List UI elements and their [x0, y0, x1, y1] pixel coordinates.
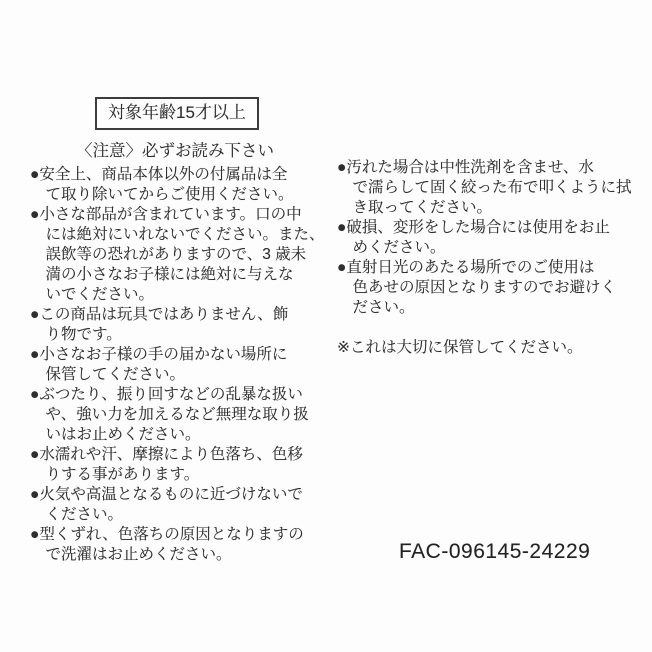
caution-item-line: には絶対にいれないでください。また、 — [45, 226, 325, 243]
caution-item — [337, 218, 647, 258]
caution-item — [30, 385, 334, 445]
caution-item — [337, 258, 647, 318]
caution-item-line: りする事があります。 — [45, 466, 200, 483]
caution-item — [30, 165, 334, 205]
caution-item-line: ●この商品は玩具ではありません、飾 — [30, 306, 289, 323]
storage-note: ※これは大切に保管してください。 — [337, 339, 583, 356]
caution-item-line: ●ぶつたり、振り回すなどの乱暴な扱い — [30, 386, 303, 403]
caution-list-right — [337, 158, 647, 358]
caution-item-line: や、強い力を加えるなど無理な取り扱 — [45, 406, 309, 423]
caution-item-line: て取り除いてからご使用ください。 — [45, 186, 294, 203]
caution-item-line: 保管してください。 — [45, 366, 186, 383]
caution-item — [30, 305, 334, 345]
caution-item-line: ださい。 — [352, 299, 415, 316]
caution-list-left — [30, 165, 334, 565]
caution-item-line: ●破損、変形をした場合には使用をお止 — [337, 219, 610, 236]
caution-item-line: 満の小さなお子様には絶対に与えな — [45, 266, 294, 283]
caution-item-line: ●小さなお子様の手の届かない場所に — [30, 346, 288, 363]
caution-item — [30, 345, 334, 385]
product-code: FAC-096145-24229 — [399, 540, 591, 563]
caution-item — [30, 445, 334, 485]
caution-item-line: ●型くずれ、色落ちの原因となりますの — [30, 526, 304, 543]
caution-item-line: ●火気や高温となるものに近づけないで — [30, 486, 303, 503]
caution-item-line: 誤飲等の恐れがありますので、3 歳未 — [45, 246, 307, 263]
caution-item — [30, 205, 334, 305]
caution-heading: 〈注意〉必ずお読み下さい — [76, 142, 274, 160]
caution-item — [30, 525, 334, 565]
age-restriction-text: 対象年齢15才以上 — [108, 103, 246, 122]
caution-item-line: ●安全上、商品本体以外の付属品は全 — [30, 166, 288, 183]
caution-item — [30, 485, 334, 525]
caution-item-line: き取ってください。 — [352, 199, 493, 216]
caution-item-line: いでください。 — [45, 286, 155, 303]
caution-item-line: り物です。 — [45, 326, 122, 343]
caution-item — [337, 158, 647, 218]
caution-item-line: ●汚れた場合は中性洗剤を含ませ、水 — [337, 159, 594, 176]
age-restriction-box — [95, 97, 259, 130]
caution-item-line: で洗濯はお止めください。 — [45, 546, 232, 563]
caution-item-line: いはお止めください。 — [45, 426, 201, 443]
caution-item-line: めください。 — [352, 239, 446, 256]
caution-item-line: ●水濡れや汗、摩擦により色落ち、色移 — [30, 446, 303, 463]
caution-item-line: で濡らして固く絞った布で叩くように拭 — [352, 179, 632, 196]
caution-item-line: 色あせの原因となりますのでお避けく — [352, 279, 617, 296]
caution-item-line: ●直射日光のあたる場所でのご使用は — [337, 259, 595, 276]
caution-item-line: ●小さな部品が含まれています。口の中 — [30, 206, 302, 223]
caution-item-line: ください。 — [45, 506, 124, 523]
